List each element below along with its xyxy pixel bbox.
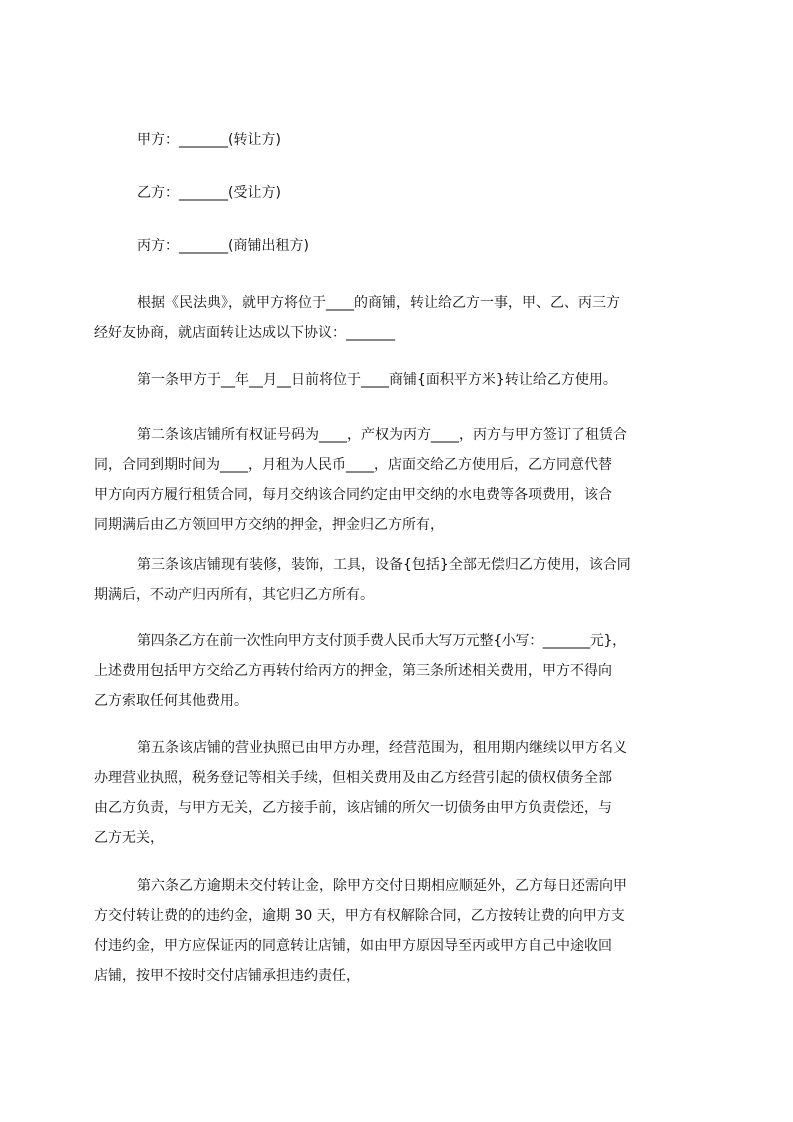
clause-5-line: 第五条该店铺的营业执照已由甲方办理，经营范围为，租用期内继续以甲方名义 bbox=[137, 740, 627, 756]
clause-6-line: 付违约金，甲方应保证丙的同意转让店铺，如由甲方原因导至丙或甲方自己中途收回 bbox=[94, 938, 612, 954]
intro-line: 经好友协商，就店面转让达成以下协议：_______ bbox=[94, 325, 395, 341]
clause-5-line: 由乙方负责，与甲方无关，乙方接手前，该店铺的所欠一切债务由甲方负责偿还，与 bbox=[94, 800, 612, 816]
clause-1-line: 第一条甲方于__年__月__日前将位于____商铺{面积平方米}转让给乙方使用。 bbox=[137, 372, 617, 388]
clause-5-line: 办理营业执照，税务登记等相关手续，但相关费用及由乙方经营引起的债权债务全部 bbox=[94, 770, 612, 786]
clause-2-line: 甲方向丙方履行租赁合同，每月交纳该合同约定由甲交纳的水电费等各项费用，该合 bbox=[94, 487, 612, 503]
clause-6 bbox=[94, 871, 700, 991]
clause-4-line: 上述费用包括甲方交给乙方再转付给丙方的押金，第三条所述相关费用，甲方不得向 bbox=[94, 663, 612, 679]
party-bing: 丙方：_______(商铺出租方) bbox=[137, 238, 309, 254]
clause-3 bbox=[94, 550, 700, 610]
clause-2-line: 第二条该店铺所有权证号码为____，产权为丙方____，丙方与甲方签订了租赁合 bbox=[137, 427, 627, 443]
clause-4 bbox=[94, 626, 700, 716]
clause-4-line: 乙方索取任何其他费用。 bbox=[94, 693, 248, 709]
clause-2-line: 同，合同到期时间为____，月租为人民币____，店面交给乙方使用后，乙方同意代替 bbox=[94, 457, 612, 473]
clause-2-line: 同期满后由乙方领回甲方交纳的押金，押金归乙方所有， bbox=[94, 517, 444, 533]
clause-6-line: 店铺，按甲不按时交付店铺承担违约责任， bbox=[94, 968, 360, 984]
intro-line: 根据《民法典》，就甲方将位于____的商铺，转让给乙方一事，甲、乙、丙三方 bbox=[137, 295, 620, 311]
clause-6-line: 第六条乙方逾期未交付转让金，除甲方交付日期相应顺延外，乙方每日还需向甲 bbox=[137, 878, 627, 894]
party-yi: 乙方：_______(受让方) bbox=[137, 185, 281, 201]
clause-4-line: 第四条乙方在前一次性向甲方支付顶手费人民币大写万元整{小写：_______元}， bbox=[137, 633, 626, 649]
party-jia: 甲方：_______(转让方) bbox=[137, 132, 281, 148]
clause-2 bbox=[94, 420, 700, 540]
clause-1 bbox=[94, 365, 700, 395]
clause-5 bbox=[94, 733, 700, 853]
clause-3-line: 第三条该店铺现有装修，装饰，工具，设备{包括}全部无偿归乙方使用，该合同 bbox=[137, 557, 631, 573]
intro-paragraph bbox=[94, 288, 700, 348]
clause-5-line: 乙方无关， bbox=[94, 830, 164, 846]
clause-6-line: 方交付转让费的的违约金，逾期 30 天，甲方有权解除合同，乙方按转让费的向甲方支 bbox=[94, 908, 625, 924]
clause-3-line: 期满后，不动产归丙所有，其它归乙方所有。 bbox=[94, 587, 374, 603]
